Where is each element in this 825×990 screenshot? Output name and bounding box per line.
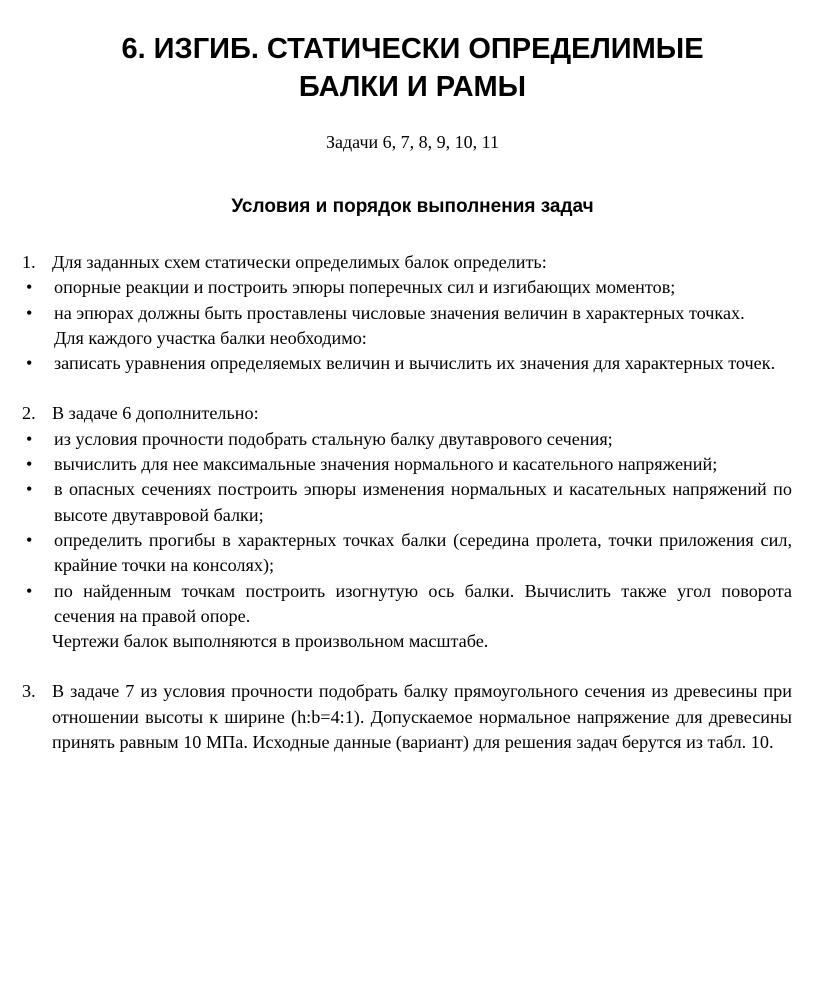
item-2-bullet-text: вычислить для нее максимальные значения нормального и касательного напряжений;	[54, 454, 718, 475]
item-2-bullet	[22, 452, 792, 477]
item-2-bullet-text: по найденным точкам построить изогнутую ось балки. Вычислить также угол поворота сечения на правой опоре.	[54, 580, 792, 626]
item-3-number: 3.	[22, 681, 36, 702]
conditions-body	[22, 250, 792, 755]
item-1-bullet	[22, 275, 792, 300]
bullet-icon	[22, 351, 54, 376]
bullet-icon	[22, 477, 54, 528]
item-1-bullet	[22, 301, 792, 326]
item-1-bullet-text: записать уравнения определяемых величин и вычислить их значения для характерных точек.	[54, 353, 776, 374]
item-3	[22, 679, 792, 755]
bullet-icon	[22, 528, 54, 579]
item-1-bullet	[22, 351, 792, 376]
page-title-line-1: 6. ИЗГИБ. СТАТИЧЕСКИ ОПРЕДЕЛИМЫЕ	[121, 33, 704, 65]
section-heading: Условия и порядок выполнения задач	[231, 196, 594, 217]
item-1-bullet-text: на эпюрах должны быть проставлены числовые значения величин в характерных точках.	[54, 302, 745, 323]
item-2-intro	[22, 401, 792, 426]
item-2-intro-text: В задаче 6 дополнительно:	[52, 403, 259, 424]
item-2-bullet-text: из условия прочности подобрать стальную балку двутаврового сечения;	[54, 428, 613, 449]
item-2-note: Чертежи балок выполняются в произвольном масштабе.	[52, 631, 489, 652]
bullet-icon	[22, 427, 54, 452]
item-2-number: 2.	[22, 403, 36, 424]
item-2-bullet	[22, 579, 792, 630]
item-1-bullet-text: опорные реакции и построить эпюры поперечных сил и изгибающих моментов;	[54, 277, 676, 298]
item-2-bullet	[22, 427, 792, 452]
item-2-bullet-text: определить прогибы в характерных точках балки (середина пролета, точки приложения сил, крайние точки на консолях);	[54, 529, 792, 576]
item-2-bullet	[22, 477, 792, 528]
bullet-icon	[22, 579, 54, 630]
bullet-icon	[22, 452, 54, 477]
page-title	[0, 30, 825, 106]
item-3-text: В задаче 7 из условия прочности подобрать балку прямоугольного сечения из древесины при отношении высоты к ширине (h:b=4:1). Допускаемое нормальное напряжение для древесины принять равным 10 МПа. Исходные данные (вариант) для решения задач берутся из табл. 10.	[52, 681, 792, 753]
item-2-bullet	[22, 528, 792, 579]
bullet-icon	[22, 301, 54, 326]
item-1-note: Для каждого участка балки необходимо:	[54, 327, 367, 348]
item-1-intro	[22, 250, 792, 275]
bullet-icon	[22, 275, 54, 300]
item-1-intro-text: Для заданных схем статически определимых балок определить:	[52, 252, 547, 272]
item-2-bullet-text: в опасных сечениях построить эпюры изменения нормальных и касательных напряжений по высоте двутавровой балки;	[54, 479, 792, 525]
tasks-subtitle: Задачи 6, 7, 8, 9, 10, 11	[326, 132, 499, 152]
item-1-number: 1.	[22, 252, 36, 272]
page-title-line-2: БАЛКИ И РАМЫ	[298, 71, 527, 103]
